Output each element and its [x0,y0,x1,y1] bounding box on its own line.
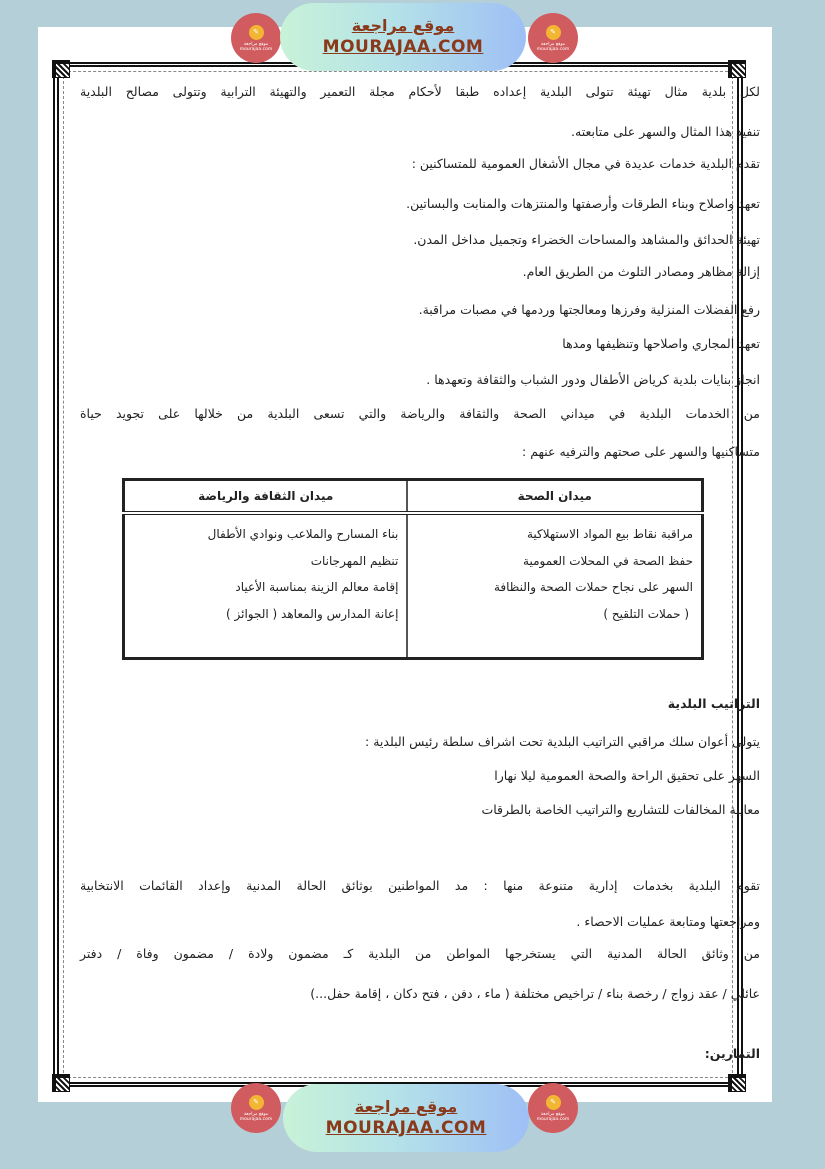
regulations-heading: التراتيب البلدية [667,696,760,711]
exercises-heading: التمارين: [704,1046,760,1061]
health-item: السهر على نجاح حملات الصحة والنظافة [493,580,693,594]
book-icon: ✎ [546,1095,561,1110]
health-item: حفظ الصحة في المحلات العمومية [523,553,693,568]
service-item: انجاز بنايات بلدية كرياض الأطفال ودور الشباب والثقافة وتعهدها . [426,372,760,387]
services-table [122,478,704,660]
badge-text: موقع مراجعة mourajaa.com [239,41,273,52]
service-item: تعهد المجاري واصلاحها وتنظيفها ومدها [562,336,760,351]
service-item: رفع الفضلات المنزلية وفرزها ومعالجتها وردمها في مصبات مراقبة. [418,302,760,317]
brand-badge-top-left[interactable] [231,13,281,63]
service-item: إزالة مظاهر ومصادر التلوث من الطريق العام. [522,264,760,279]
health-culture-intro-line-2: متساكنيها والسهر على صحتهم والترفيه عنهم : [522,444,760,459]
badge-text: موقع مراجعة mourajaa.com [536,41,570,52]
border-corner-top-right [728,60,746,78]
admin-line-1: تقوم البلدية بخدمات إدارية متنوعة منها : مد المواطنين بوثائق الحالة المدنية وإعداد القائمات الانتخابية [80,878,760,893]
brand-banner-bottom[interactable] [283,1084,529,1152]
service-item: تعهد واصلاح وبناء الطرقات وأرصفتها والمنتزهات والمنابت والبساتين. [406,196,760,211]
badge-text: موقع مراجعة mourajaa.com [536,1111,570,1122]
badge-text: موقع مراجعة mourajaa.com [239,1111,273,1122]
paragraph-intro-line-2: تنفيذ هذا المثال والسهر على متابعته. [571,124,760,139]
culture-item: إقامة معالم الزينة بمناسبة الأعياد [235,580,399,594]
border-corner-bottom-right [728,1074,746,1092]
paragraph-intro-line-1: لكل بلدية مثال تهيئة تتولى البلدية إعداده طبقا لأحكام مجلة التعمير والتهيئة الترابية وتتولى مصالح البلدية [80,84,760,99]
health-item: ( حملات التلقيح ) [603,606,689,621]
regulation-item: يتولى أعوان سلك مراقبي التراتيب البلدية تحت اشراف سلطة رئيس البلدية : [365,734,760,749]
culture-item: بناء المسارح والملاعب ونوادي الأطفال [207,527,399,541]
brand-badge-top-right[interactable] [528,13,578,63]
table-cell-health [407,513,702,659]
border-corner-bottom-left [52,1074,70,1092]
regulation-item: معاينة المخالفات للتشاريع والتراتيب الخاصة بالطرقات [481,802,760,817]
admin-line-2: ومراجعتها ومتابعة عمليات الاحصاء . [576,914,760,929]
border-corner-top-left [52,60,70,78]
table-header-health: ميدان الصحة [407,480,702,514]
health-culture-intro-line-1: من الخدمات البلدية في ميداني الصحة والثقافة والرياضة والتي تسعى البلدية من خلالها على تجويد حياة [80,406,760,421]
brand-name-english: MOURAJAA.COM [322,37,484,57]
book-icon: ✎ [249,25,264,40]
culture-item: تنظيم المهرجانات [310,553,399,568]
health-item: مراقبة نقاط بيع المواد الاستهلاكية [526,527,693,541]
brand-name-english: MOURAJAA.COM [325,1118,487,1138]
table-header-culture: ميدان الثقافة والرياضة [124,480,408,514]
service-item: تهيئة الحدائق والمشاهد والمساحات الخضراء وتجميل مداخل المدن. [413,232,760,247]
brand-banner-top[interactable] [280,3,526,71]
brand-badge-bottom-left[interactable] [231,1083,281,1133]
book-icon: ✎ [249,1095,264,1110]
brand-name-arabic: موقع مراجعة [354,1097,458,1116]
services-heading: تقدم البلدية خدمات عديدة في مجال الأشغال العمومية للمتساكنين : [411,156,760,171]
admin-line-4: عائلي / عقد زواج / رخصة بناء / تراخيص مختلفة ( ماء ، دفن ، فتح دكان ، إقامة حفل...) [310,986,760,1001]
brand-badge-bottom-right[interactable] [528,1083,578,1133]
culture-item: إعانة المدارس والمعاهد ( الجوائز ) [226,606,399,621]
regulation-item: السهر على تحقيق الراحة والصحة العمومية ليلا نهارا [494,768,760,783]
brand-name-arabic: موقع مراجعة [351,16,455,35]
book-icon: ✎ [546,25,561,40]
admin-line-3: من وثائق الحالة المدنية التي يستخرجها المواطن من البلدية كـ مضمون ولادة / مضمون وفاة / دفتر [80,946,760,961]
table-cell-culture [124,513,408,659]
